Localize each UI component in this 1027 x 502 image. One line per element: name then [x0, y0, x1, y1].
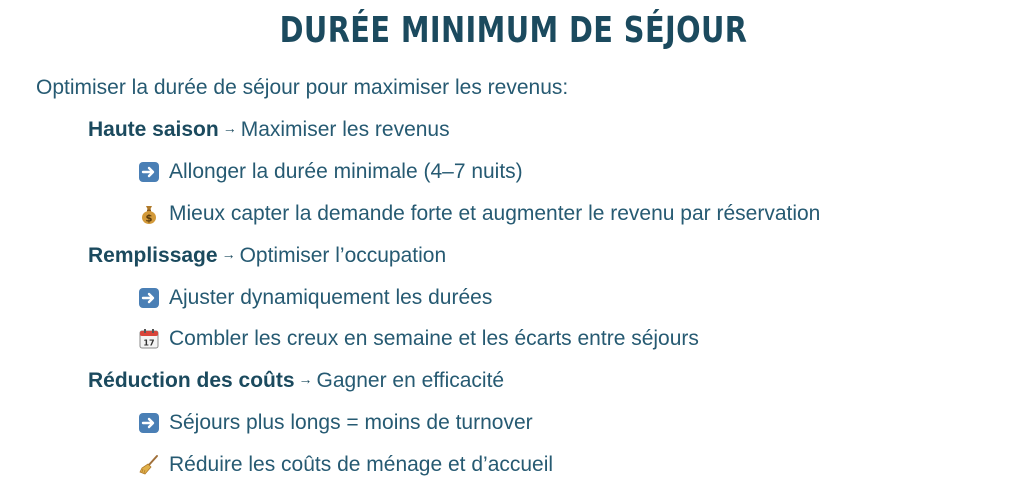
list-item-text: Allonger la durée minimale (4–7 nuits) — [169, 160, 523, 183]
list-item — [138, 160, 523, 184]
section-reduction-couts — [88, 369, 504, 393]
section-remplissage — [88, 244, 446, 268]
section-label: Remplissage — [88, 244, 218, 267]
money-bag-icon — [138, 203, 160, 225]
svg-text:17: 17 — [143, 338, 155, 348]
calendar-icon — [138, 328, 160, 350]
right-arrow-icon — [138, 161, 160, 183]
arrow-icon: → — [222, 120, 237, 136]
list-item — [138, 411, 533, 435]
list-item — [138, 286, 492, 310]
right-arrow-icon — [138, 287, 160, 309]
list-item-text: Combler les creux en semaine et les écarts entre séjours — [169, 327, 699, 350]
section-goal: Maximiser les revenus — [240, 118, 450, 141]
list-item-text: Réduire les coûts de ménage et d’accueil — [169, 453, 554, 476]
section-label: Réduction des coûts — [88, 369, 295, 392]
list-item — [138, 202, 820, 226]
list-item-text: Mieux capter la demande forte et augmenter le revenu par réservation — [169, 202, 821, 225]
list-item-text: Séjours plus longs = moins de turnover — [169, 411, 533, 434]
section-goal: Optimiser l’occupation — [239, 244, 447, 267]
right-arrow-icon — [138, 412, 160, 434]
list-item — [138, 453, 553, 477]
section-goal: Gagner en efficacité — [316, 369, 505, 392]
arrow-icon: → — [221, 246, 236, 262]
section-haute-saison — [88, 118, 450, 142]
page-title: DURÉE MINIMUM DE SÉJOUR — [279, 10, 748, 51]
svg-text:$: $ — [145, 213, 153, 225]
intro-text: Optimiser la durée de séjour pour maximiser les revenus: — [36, 76, 569, 99]
list-item — [138, 327, 699, 351]
section-label: Haute saison — [88, 118, 219, 141]
arrow-icon: → — [298, 371, 313, 387]
broom-icon — [138, 454, 160, 476]
list-item-text: Ajuster dynamiquement les durées — [169, 286, 493, 309]
